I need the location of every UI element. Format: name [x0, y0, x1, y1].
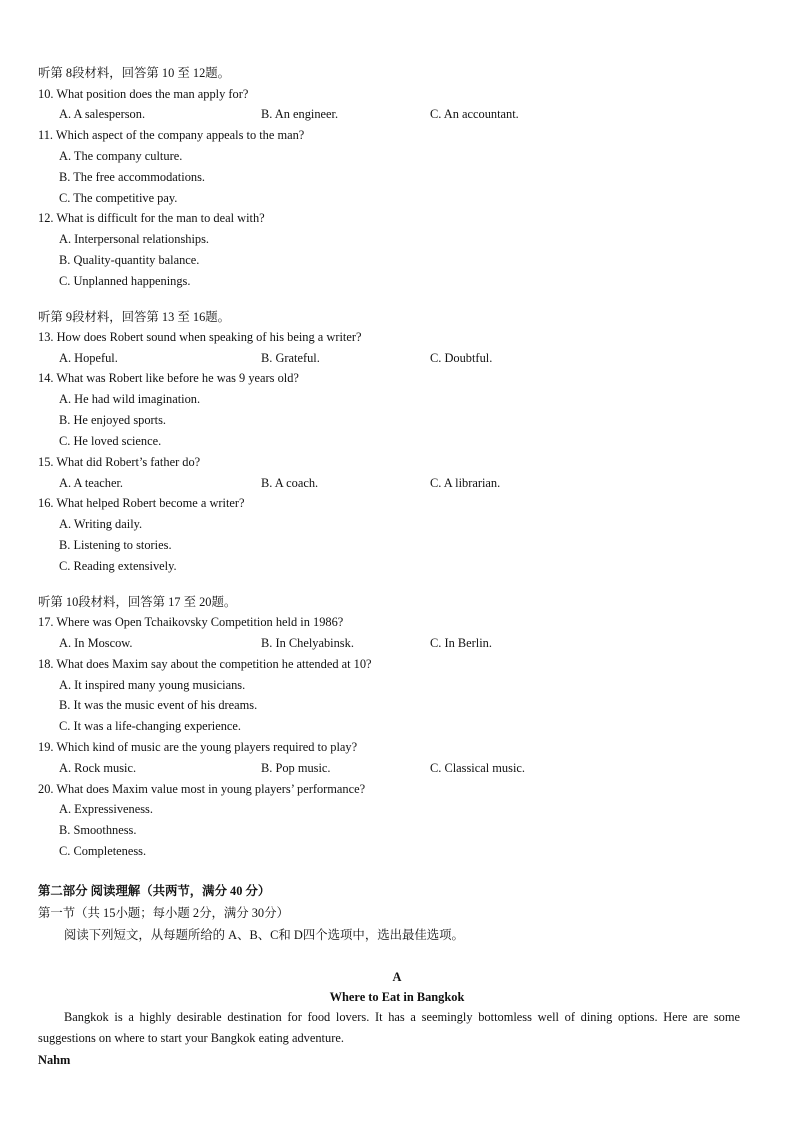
option-a: A. Rock music. [59, 761, 137, 775]
option-c: C. He loved science. [59, 434, 162, 448]
option-c: C. In Berlin. [430, 636, 492, 650]
passage-letter: A [392, 970, 402, 984]
option-b: B. In Chelyabinsk. [261, 636, 354, 650]
option-c: C. It was a life-changing experience. [59, 719, 241, 733]
question-stem: 20. What does Maxim value most in young players’ performance? [38, 782, 366, 796]
question-stem: 17. Where was Open Tchaikovsky Competition held in 1986? [38, 615, 344, 629]
question-stem: 19. Which kind of music are the young players required to play? [38, 740, 358, 754]
option-a: A. A salesperson. [59, 107, 146, 121]
question-stem: 13. How does Robert sound when speaking of his being a writer? [38, 330, 362, 344]
option-a: A. The company culture. [59, 149, 183, 163]
option-b: B. Smoothness. [59, 823, 137, 837]
option-c: C. Unplanned happenings. [59, 274, 191, 288]
option-a: A. A teacher. [59, 476, 123, 490]
question-stem: 14. What was Robert like before he was 9 years old? [38, 371, 299, 385]
option-a: A. It inspired many young musicians. [59, 678, 246, 692]
option-b: B. The free accommodations. [59, 170, 206, 184]
section-heading: 听第 10段材料，回答第 17 至 20题。 [38, 595, 237, 609]
option-b: B. Quality-quantity balance. [59, 253, 200, 267]
option-c: C. Classical music. [430, 761, 525, 775]
instructions: 阅读下列短文，从每题所给的 A、B、C和 D四个选项中，选出最佳选项。 [64, 928, 464, 942]
option-a: A. Expressiveness. [59, 802, 153, 816]
option-b: B. A coach. [261, 476, 319, 490]
option-a: A. He had wild imagination. [59, 392, 201, 406]
option-c: C. A librarian. [430, 476, 501, 490]
option-b: B. He enjoyed sports. [59, 413, 167, 427]
option-b: B. Pop music. [261, 761, 331, 775]
option-c: C. Reading extensively. [59, 559, 177, 573]
option-a: A. Hopeful. [59, 351, 118, 365]
option-c: C. Doubtful. [430, 351, 493, 365]
option-a: A. Writing daily. [59, 517, 143, 531]
section-heading: 听第 9段材料，回答第 13 至 16题。 [38, 310, 231, 324]
option-c: C. An accountant. [430, 107, 519, 121]
question-stem: 10. What position does the man apply for? [38, 87, 249, 101]
option-b: B. An engineer. [261, 107, 339, 121]
section-subtitle: 第一节（共 15小题；每小题 2分，满分 30分） [38, 906, 289, 920]
option-b: B. Listening to stories. [59, 538, 172, 552]
option-b: B. Grateful. [261, 351, 320, 365]
option-b: B. It was the music event of his dreams. [59, 698, 258, 712]
subheading: Nahm [38, 1053, 71, 1067]
passage-title: Where to Eat in Bangkok [329, 990, 465, 1004]
option-c: C. The competitive pay. [59, 191, 178, 205]
question-stem: 16. What helped Robert become a writer? [38, 496, 245, 510]
part-title: 第二部分 阅读理解（共两节，满分 40 分） [38, 884, 271, 898]
passage-paragraph: Bangkok is a highly desirable destination for food lovers. It has a seemingly bottomless well of dining options. Here are some suggestions on where to start your Bangkok eating adventure. [38, 1010, 740, 1045]
option-a: A. Interpersonal relationships. [59, 232, 210, 246]
question-stem: 11. Which aspect of the company appeals to the man? [38, 128, 305, 142]
section-heading: 听第 8段材料，回答第 10 至 12题。 [38, 66, 231, 80]
question-stem: 18. What does Maxim say about the competition he attended at 10? [38, 657, 372, 671]
option-c: C. Completeness. [59, 844, 147, 858]
option-a: A. In Moscow. [59, 636, 133, 650]
question-stem: 12. What is difficult for the man to deal with? [38, 211, 265, 225]
question-stem: 15. What did Robert’s father do? [38, 455, 201, 469]
